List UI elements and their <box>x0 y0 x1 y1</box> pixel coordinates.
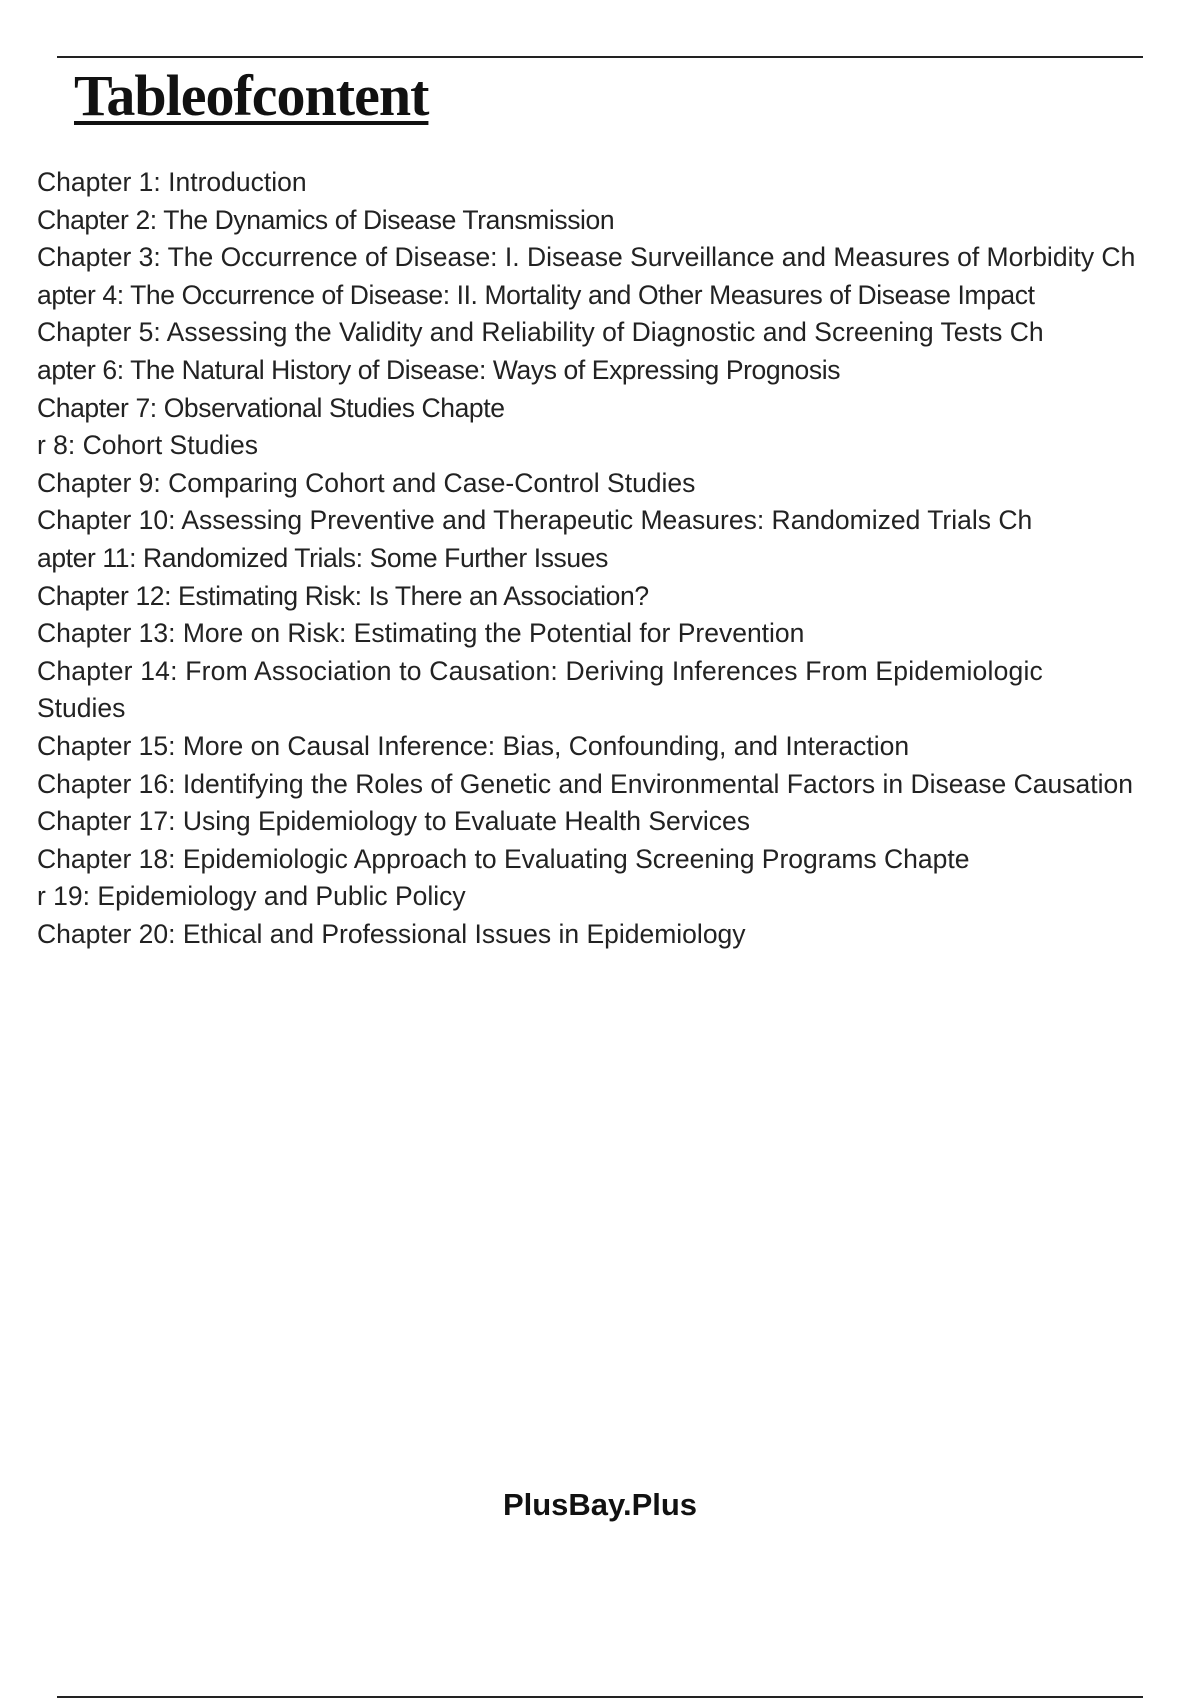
toc-line: Chapter 15: More on Causal Inference: Bias, Confounding, and Interaction <box>37 730 910 761</box>
toc-line: apter 6: The Natural History of Disease: Ways of Expressing Prognosis <box>37 354 841 385</box>
toc-line: Chapter 2: The Dynamics of Disease Transmission <box>37 204 615 235</box>
toc-line: Chapter 16: Identifying the Roles of Genetic and Environmental Factors in Disease Causation <box>37 768 1133 799</box>
toc-line: apter 4: The Occurrence of Disease: II. Mortality and Other Measures of Disease Impact <box>37 279 1035 310</box>
toc-line: Chapter 20: Ethical and Professional Issues in Epidemiology <box>37 918 746 949</box>
toc-line: r 19: Epidemiology and Public Policy <box>37 881 466 912</box>
footer-brand: PlusBay.Plus <box>502 1487 698 1522</box>
toc-line: Chapter 18: Epidemiologic Approach to Evaluating Screening Programs Chapte <box>37 843 970 874</box>
toc-line: Studies <box>37 693 126 724</box>
toc-line: Chapter 14: From Association to Causation: Deriving Inferences From Epidemiologic <box>37 655 1043 686</box>
toc-line: Chapter 10: Assessing Preventive and Therapeutic Measures: Randomized Trials Ch <box>37 505 1033 536</box>
toc-line: Chapter 5: Assessing the Validity and Reliability of Diagnostic and Screening Tests Ch <box>37 317 1044 348</box>
toc-list <box>37 164 1197 953</box>
toc-line: apter 11: Randomized Trials: Some Further Issues <box>37 542 608 573</box>
toc-line: r 8: Cohort Studies <box>37 430 258 461</box>
top-rule <box>57 56 1143 58</box>
toc-line: Chapter 1: Introduction <box>37 167 307 197</box>
toc-line: Chapter 3: The Occurrence of Disease: I. Disease Surveillance and Measures of Morbidity Ch <box>37 242 1136 273</box>
toc-line: Chapter 7: Observational Studies Chapte <box>37 392 505 423</box>
toc-line: Chapter 13: More on Risk: Estimating the Potential for Prevention <box>37 618 805 649</box>
toc-title: Tableofcontent <box>74 63 429 128</box>
toc-line: Chapter 17: Using Epidemiology to Evaluate Health Services <box>37 806 750 837</box>
toc-line: Chapter 12: Estimating Risk: Is There an Association? <box>37 580 649 611</box>
toc-line: Chapter 9: Comparing Cohort and Case-Control Studies <box>37 467 696 498</box>
bottom-rule <box>57 1696 1143 1698</box>
